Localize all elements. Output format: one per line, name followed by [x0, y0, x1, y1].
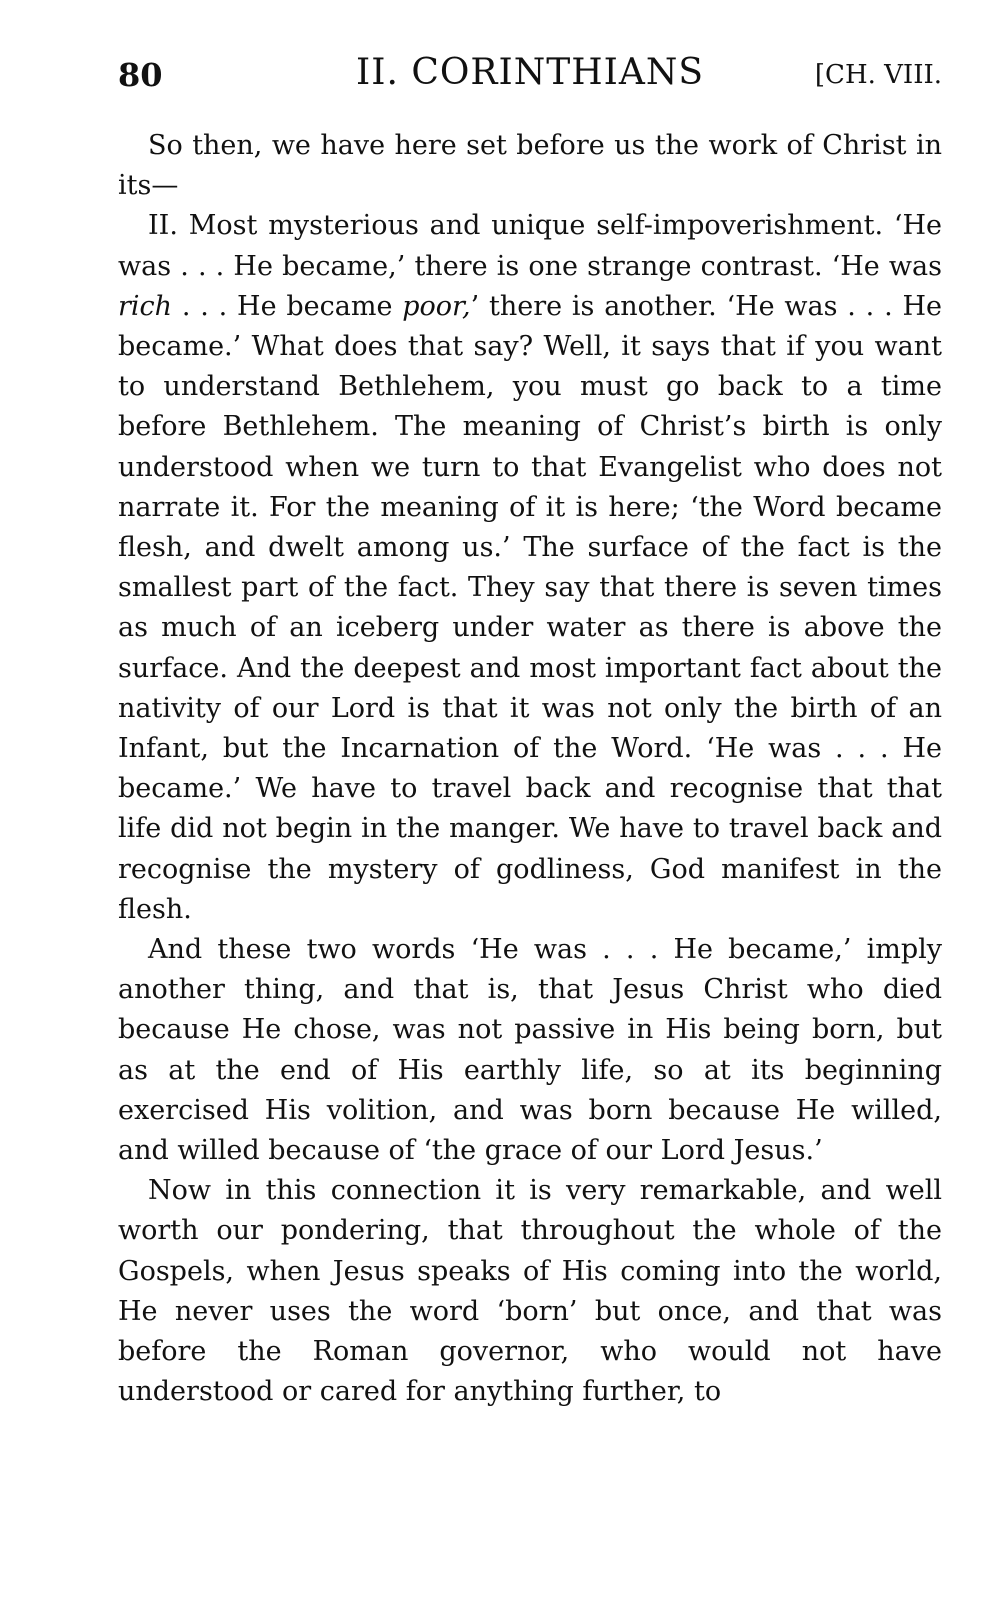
- text-run: Now in this connection it is very remarkable, and well worth our pondering, that throughout the whole of the Gospels, when Jesus speaks of His coming into the world, He never uses the word ‘born’ but once, and that was before the Roman governor, who would not have understood or cared for anything further, to: [118, 1175, 942, 1408]
- paragraph: [118, 206, 942, 930]
- paragraph: [118, 1171, 942, 1412]
- page-number: 80: [118, 56, 163, 94]
- body-text: [118, 126, 942, 1413]
- italic-text: poor,: [402, 290, 471, 322]
- text-run: And these two words ‘He was . . . He became,’ imply another thing, and that is, that Jesus Christ who died because He chose, was not passive in His being born, but as at the end of His earthly life, so at its beginning exercised His volition, and was born because He willed, and willed because of ‘the grace of our Lord Jesus.’: [118, 934, 942, 1167]
- paragraph: [118, 930, 942, 1171]
- text-run: . . . He became: [172, 290, 403, 322]
- italic-text: rich: [118, 290, 173, 322]
- text-run: So then, we have here set before us the work of Christ in its—: [118, 130, 942, 202]
- text-run: ’ there is another. ‘He was . . . He became.’ What does that say? Well, it says that if you want to understand Bethlehem, you must go back to a time before Bethlehem. The meaning of Christ’s birth is only understood when we turn to that Evangelist who does not narrate it. For the meaning of it is here; ‘the Word became flesh, and dwelt among us.’ The surface of the fact is the smallest part of the fact. They say that there is seven times as much of an iceberg under water as there is above the surface. And the deepest and most important fact about the nativity of our Lord is that it was not only the birth of an Infant, but the Incarnation of the Word. ‘He was . . . He became.’ We have to travel back and recognise that that life did not begin in the manger. We have to travel back and recognise the mystery of godliness, God manifest in the flesh.: [118, 290, 942, 925]
- text-run: II. Most mysterious and unique self-impoverishment. ‘He was . . . He became,’ there is one strange contrast. ‘He was: [118, 210, 942, 282]
- paragraph: [118, 126, 942, 206]
- page-header: [118, 52, 942, 102]
- running-title: II. CORINTHIANS: [356, 52, 704, 93]
- chapter-reference: [CH. VIII.: [814, 60, 942, 90]
